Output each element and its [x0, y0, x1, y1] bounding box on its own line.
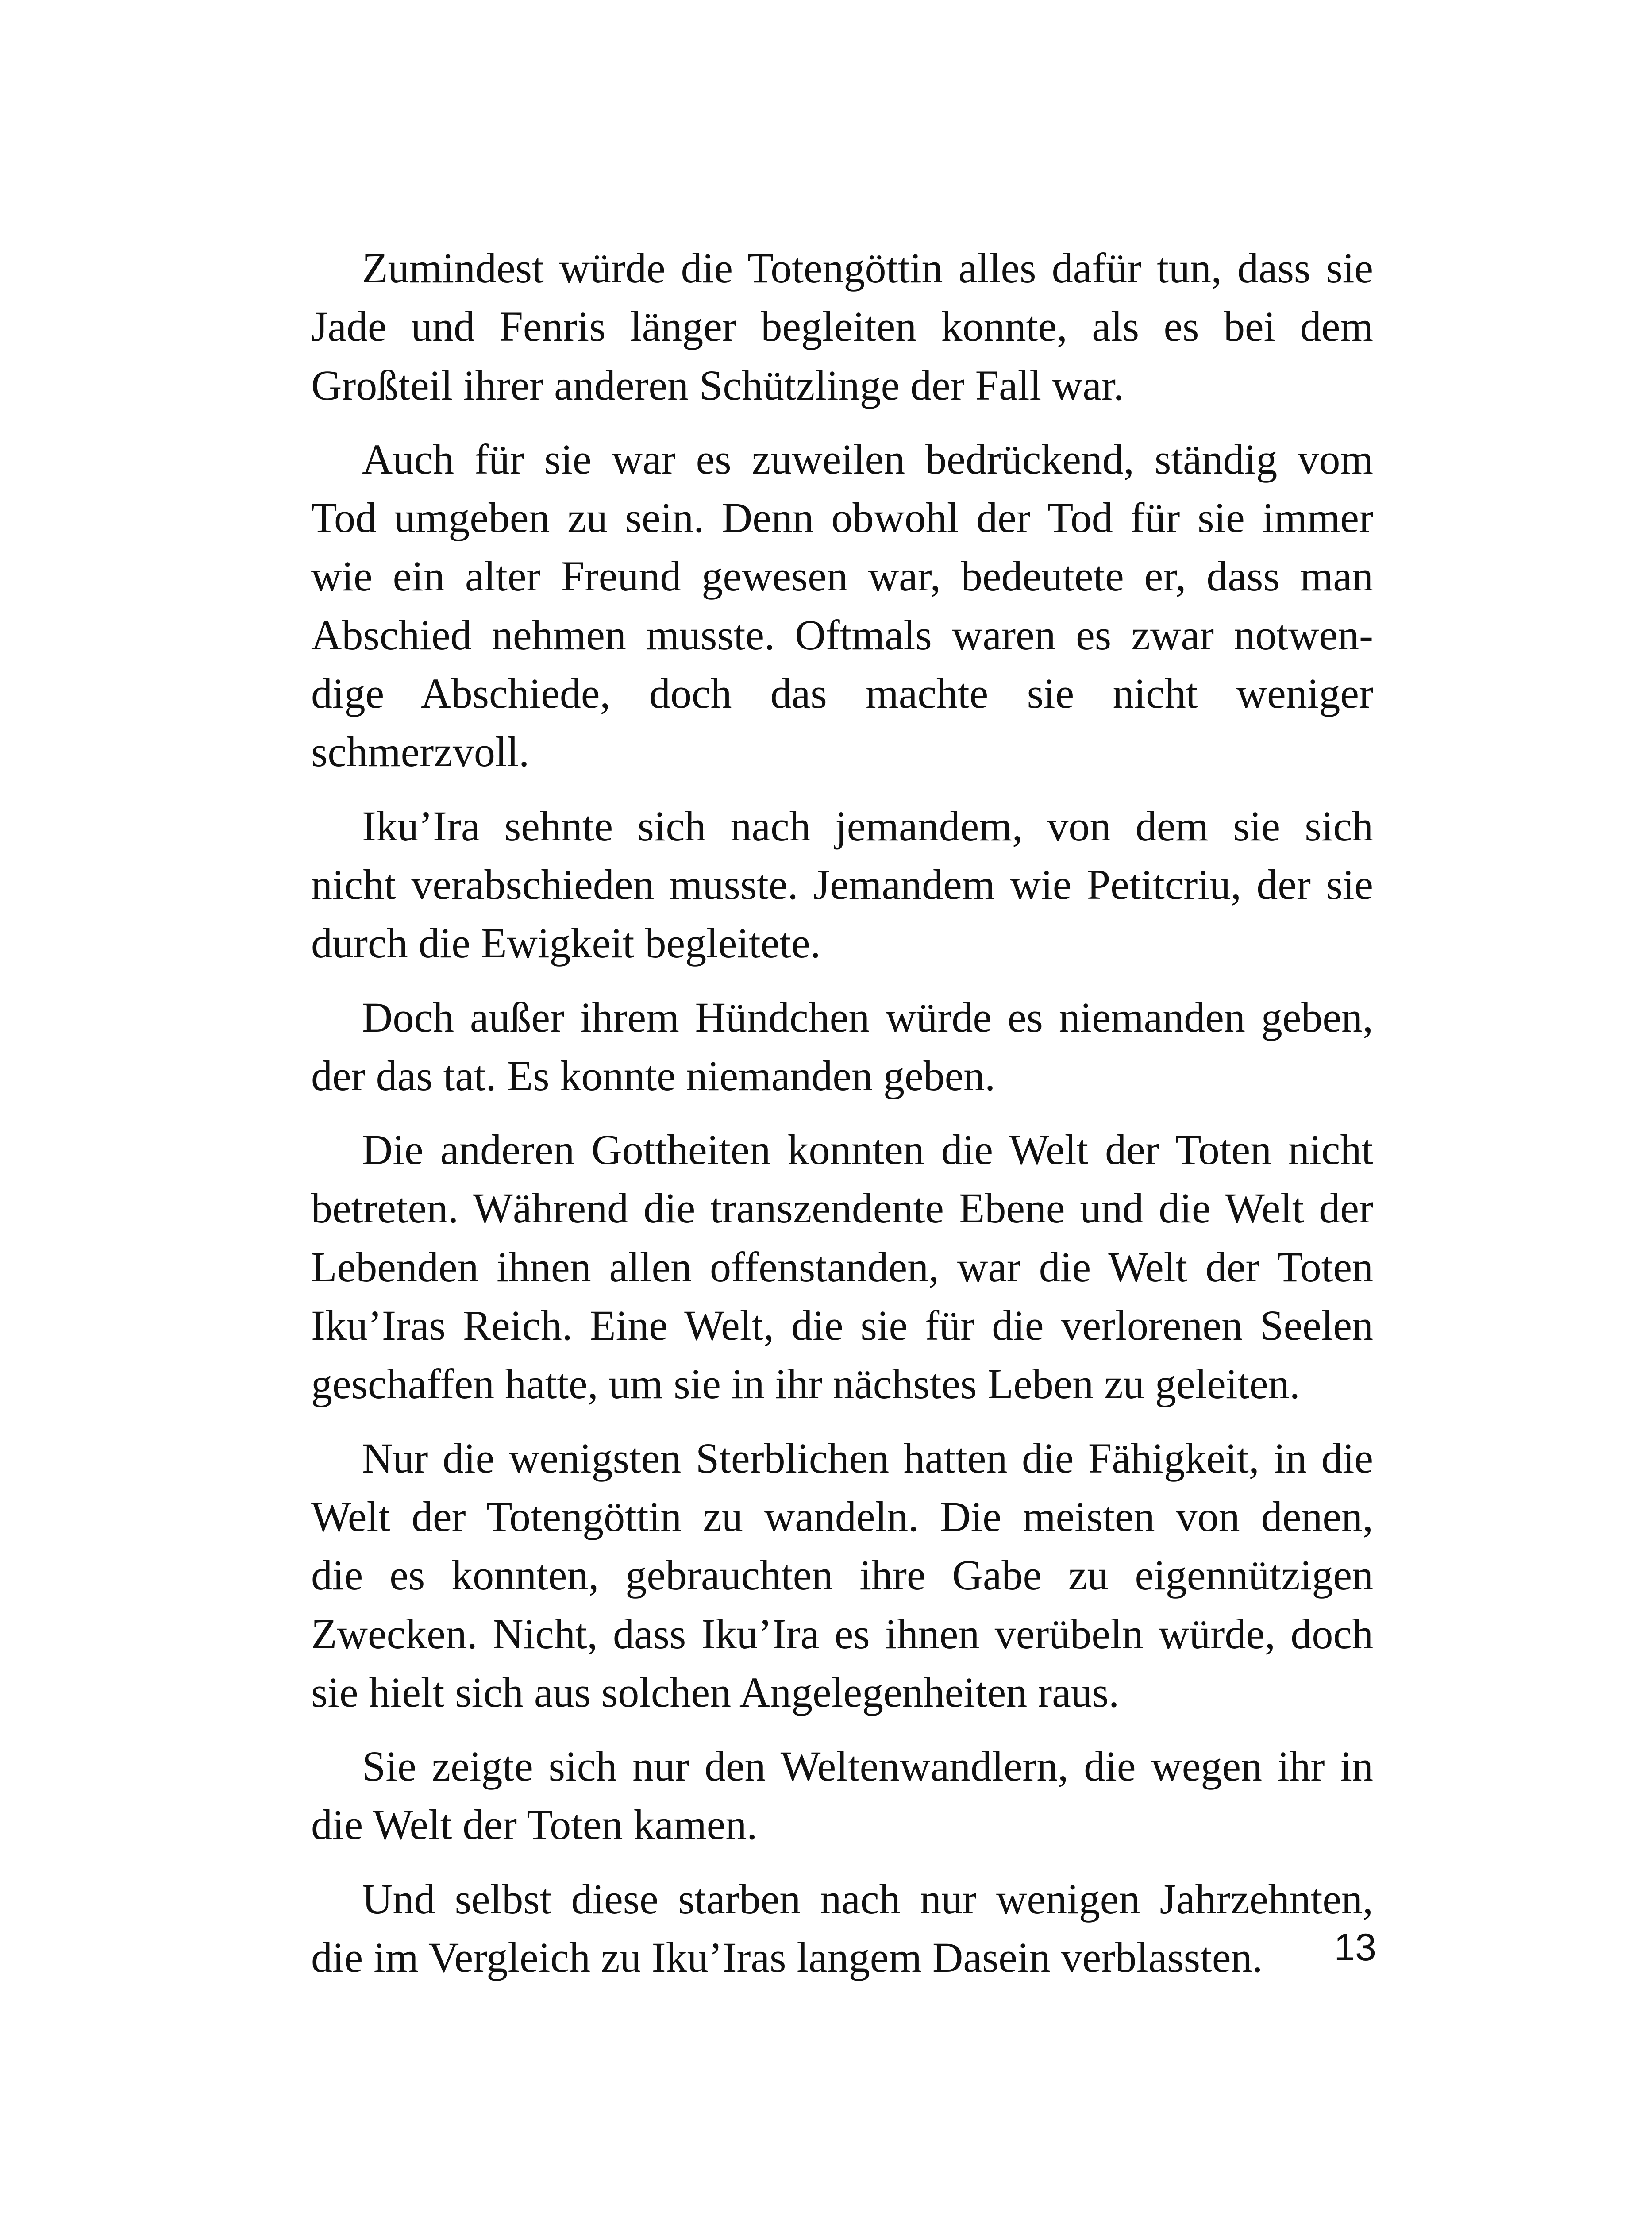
text-line: Iku’Ira sehnte sich nach jemandem, von dem sie sich: [362, 802, 1373, 850]
text-line: durch die Ewigkeit begleitete.: [311, 919, 821, 967]
paragraph: [311, 1429, 1373, 1722]
paragraph: [311, 797, 1373, 973]
text-line: geschaffen hatte, um sie in ihr nächstes Leben zu geleiten.: [311, 1360, 1300, 1408]
text-line: die es konnten, gebrauchten ihre Gabe zu eigennützigen: [311, 1551, 1373, 1599]
text-line: Jade und Fenris länger begleiten konnte, als es bei dem: [311, 303, 1373, 351]
page-number: 13: [1334, 1926, 1376, 1969]
text-line: Nur die wenigsten Sterblichen hatten die Fähigkeit, in die: [362, 1434, 1373, 1482]
text-line: sie hielt sich aus solchen Angelegenheiten raus.: [311, 1668, 1120, 1716]
text-line: Zumindest würde die Totengöttin alles dafür tun, dass sie: [362, 244, 1373, 292]
text-line: die Welt der Toten kamen.: [311, 1801, 758, 1849]
text-line: Sie zeigte sich nur den Weltenwandlern, die wegen ihr in: [362, 1743, 1373, 1790]
text-line: Großteil ihrer anderen Schützlinge der Fall war.: [311, 361, 1124, 409]
text-line: Iku’Iras Reich. Eine Welt, die sie für die verlorenen Seelen: [311, 1302, 1373, 1349]
text-line: betreten. Während die transzendente Ebene und die Welt der: [311, 1184, 1373, 1232]
text-line: die im Vergleich zu Iku’Iras langem Dasein verblassten.: [311, 1934, 1263, 1982]
text-line: der das tat. Es konnte niemanden geben.: [311, 1052, 996, 1099]
text-line: Tod umgeben zu sein. Denn obwohl der Tod für sie immer: [311, 494, 1373, 542]
paragraph: [311, 988, 1373, 1106]
text-line: Zwecken. Nicht, dass Iku’Ira es ihnen verübeln würde, doch: [311, 1610, 1373, 1658]
paragraph: [311, 430, 1373, 782]
text-line: Doch außer ihrem Hündchen würde es niemanden geben,: [362, 993, 1373, 1041]
paragraph: [311, 1870, 1373, 1987]
paragraph: [311, 239, 1373, 415]
body-text: [311, 239, 1373, 2002]
text-line: nicht verabschieden musste. Jemandem wie Petitcriu, der sie: [311, 860, 1373, 908]
text-line: Auch für sie war es zuweilen bedrückend, ständig vom: [362, 435, 1373, 483]
text-line: Die anderen Gottheiten konnten die Welt der Toten nicht: [362, 1126, 1373, 1174]
text-line: Lebenden ihnen allen offenstanden, war die Welt der Toten: [311, 1243, 1373, 1291]
text-line: Und selbst diese starben nach nur wenigen Jahrzehnten,: [362, 1875, 1373, 1923]
paragraph: [311, 1737, 1373, 1854]
text-line: dige Abschiede, doch das machte sie nicht weniger: [311, 670, 1373, 717]
text-line: schmerzvoll.: [311, 728, 530, 776]
paragraph: [311, 1121, 1373, 1413]
text-line: Abschied nehmen musste. Oftmals waren es zwar notwen-: [311, 611, 1373, 659]
text-line: Welt der Totengöttin zu wandeln. Die meisten von denen,: [311, 1492, 1373, 1540]
text-line: wie ein alter Freund gewesen war, bedeutete er, dass man: [311, 552, 1373, 600]
